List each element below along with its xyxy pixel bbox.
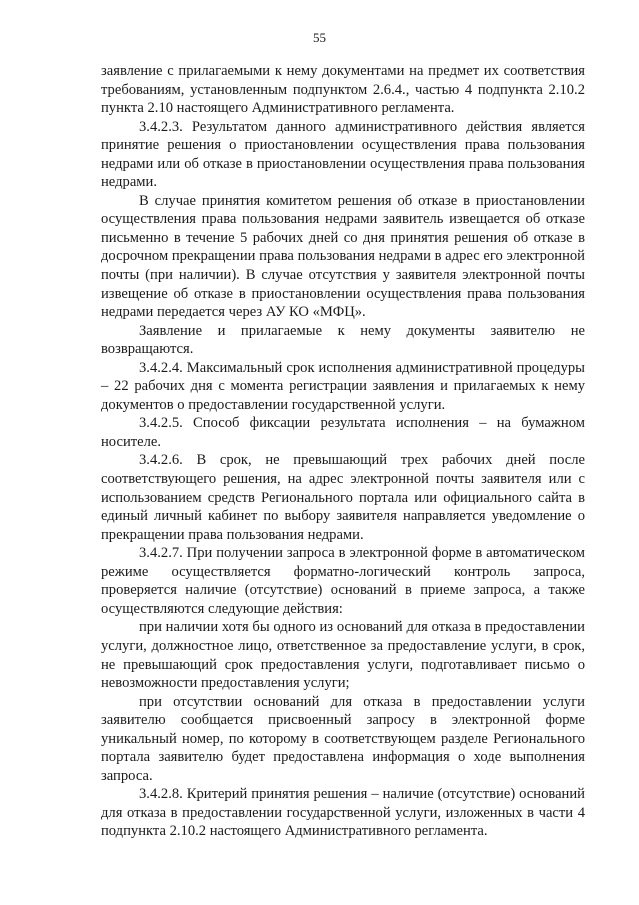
page-number: 55 [313,30,326,45]
paragraph-3-4-2-5: 3.4.2.5. Способ фиксации результата исполнения – на бумажном носителе. [101,415,585,450]
paragraph-refusal-notice: В случае принятия комитетом решения об отказе в приостановлении осуществления права пользования недрами заявитель извещается об отказе письменно в течение 5 рабочих дней со дня принятия решения об отказе в досрочном прекращении права пользования недрами в адрес его электронной почты (при наличии). В случае отсутствия у заявителя электронной почты извещение об отказе в приостановлении осуществления права пользования недрами передается через АУ КО «МФЦ». [101,192,585,321]
paragraph-3-4-2-6: 3.4.2.6. В срок, не превышающий трех рабочих дней после соответствующего решения, на адрес электронной почты заявителя или с использованием средств Регионального портала или официального сайта в единый личный кабинет по выбору заявителя направляется уведомление о прекращении права пользования недрами. [101,452,585,543]
paragraph-documents-not-returned: Заявление и прилагаемые к нему документы заявителю не возвращаются. [101,322,585,358]
document-body [101,62,585,841]
paragraph-3-4-2-7: 3.4.2.7. При получении запроса в электронной форме в автоматическом режиме осуществляется форматно-логический контроль запроса, проверяется наличие (отсутствие) оснований в приеме запроса, а также осуществляются следующие действия: [101,545,585,617]
paragraph-grounds-absent: при отсутствии оснований для отказа в предоставлении услуги заявителю сообщается присвоенный запросу в электронной форме уникальный номер, по которому в соответствующем разделе Регионального портала заявителю будет предоставлена информация о ходе выполнения запроса. [101,693,585,784]
paragraph-3-4-2-3: 3.4.2.3. Результатом данного административного действия является принятие решения о приостановлении осуществления права пользования недрами или об отказе в приостановлении осуществления права пользования недрами. [101,118,585,191]
paragraph-3-4-2-4: 3.4.2.4. Максимальный срок исполнения административной процедуры – 22 рабочих дня с момента регистрации заявления и прилагаемых к нему документов о предоставлении государственной услуги. [101,359,585,413]
paragraph-continuation: заявление с прилагаемыми к нему документами на предмет их соответствия требованиям, установленным подпунктом 2.6.4., частью 4 подпункта 2.10.2 пункта 2.10 настоящего Административного регламента. [101,63,585,117]
paragraph-grounds-present: при наличии хотя бы одного из оснований для отказа в предоставлении услуги, должностное лицо, ответственное за предоставление услуги, в срок, не превышающий срок предоставления услуги, подготавливает письмо о невозможности предоставления услуги; [101,619,585,692]
paragraph-3-4-2-8: 3.4.2.8. Критерий принятия решения – наличие (отсутствие) оснований для отказа в предоставлении государственной услуги, изложенных в части 4 подпункта 2.10.2 настоящего Административного регламента. [101,786,585,840]
